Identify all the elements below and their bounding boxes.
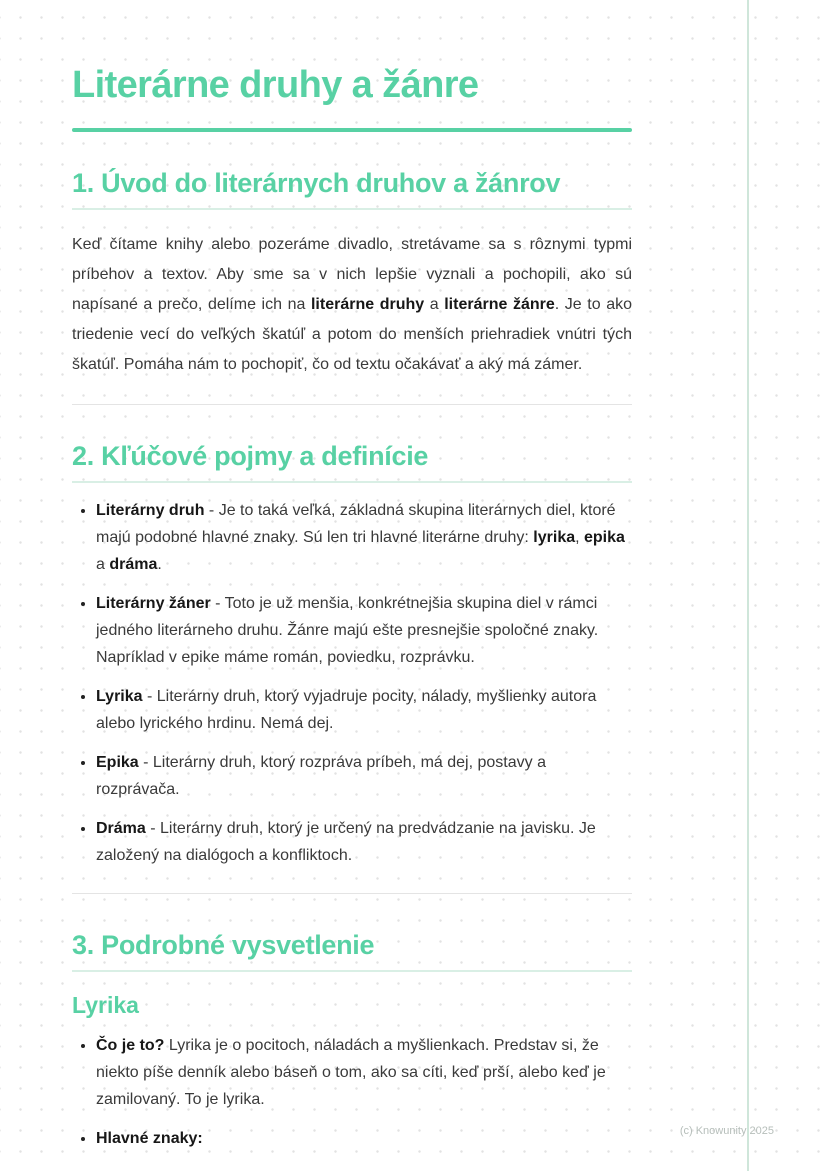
section-details [72,930,632,1152]
lyrika-details-list [72,1032,632,1152]
page-title: Literárne druhy a žánre [72,64,479,106]
section-key-terms [72,441,632,869]
list-item-co-je-to: • Čo je to? Lyrika je o pocitoch, náladách a myšlienkach. Predstav si, že niekto píše denník alebo báseň o tom, ako sa cíti, keď prší, alebo keď je zamilovaný. To je lyrika. [96,1032,632,1113]
page-edge-line [747,0,749,1171]
list-item-lyrika: • Lyrika - Literárny druh, ktorý vyjadruje pocity, nálady, myšlienky autora alebo lyrického hrdinu. Nemá dej. [96,683,632,737]
list-item-literarny-zaner: • Literárny žáner - Toto je už menšia, konkrétnejšia skupina diel v rámci jedného literárneho druhu. Žánre majú ešte presnejšie spoločné znaky. Napríklad v epike máme román, poviedku, rozprávku. [96,590,632,671]
section-heading-2: 2. Kľúčové pojmy a definície [72,441,632,483]
section-intro [72,168,632,380]
copyright-text: (c) Knowunity 2025 [679,1125,774,1137]
section-heading-1: 1. Úvod do literárnych druhov a žánrov [72,168,632,210]
subsection-heading-lyrika: Lyrika [72,992,139,1018]
section-divider [72,404,632,405]
document-page [72,0,632,1164]
list-item-hlavne-znaky: • Hlavné znaky: [96,1125,632,1152]
intro-paragraph: Keď čítame knihy alebo pozeráme divadlo, stretávame sa s rôznymi typmi príbehov a textov. Aby sme sa v nich lepšie vyznali a pochopili, ako sú napísané a prečo, delíme ich na literárne druhy a literárne žánre. Je to ako triedenie vecí do veľkých škatúľ a potom do menších priehradiek vnútri tých škatúľ. Pomáha nám to pochopiť, čo od textu očakávať a aký má zámer. [72,236,633,373]
key-terms-list [72,497,632,869]
section-heading-3: 3. Podrobné vysvetlenie [72,930,632,972]
section-divider [72,893,632,894]
list-item-drama: • Dráma - Literárny druh, ktorý je určený na predvádzanie na javisku. Je založený na dialógoch a konfliktoch. [96,815,632,869]
list-item-epika: • Epika - Literárny druh, ktorý rozpráva príbeh, má dej, postavy a rozprávača. [96,749,632,803]
list-item-literarny-druh: • Literárny druh - Je to taká veľká, základná skupina literárnych diel, ktoré majú podobné hlavné znaky. Sú len tri hlavné literárne druhy: lyrika, epika a dráma. [96,497,632,578]
title-divider-rule [72,128,632,132]
